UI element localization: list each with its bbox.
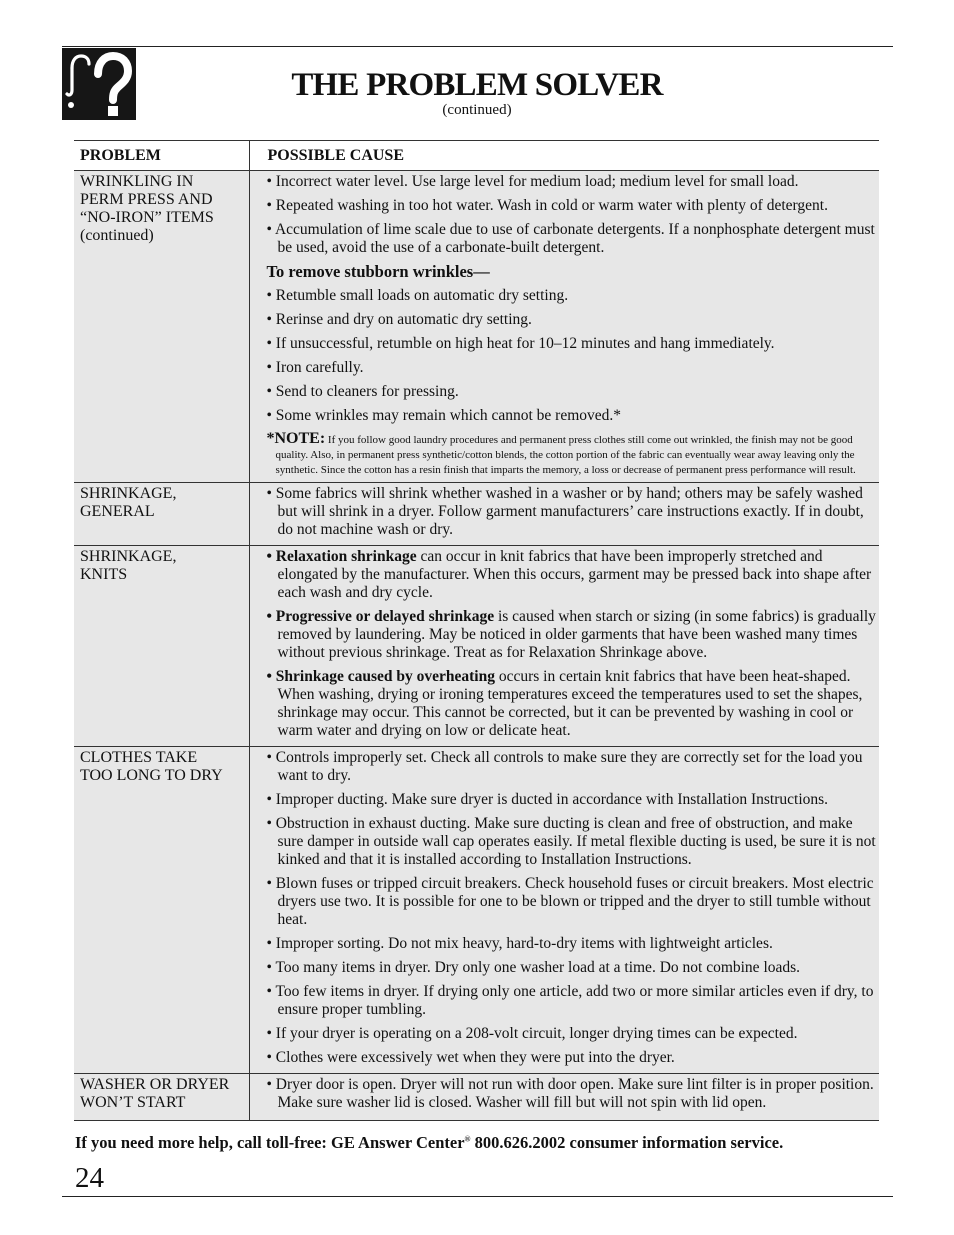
cause-cell [249,171,879,483]
problem-cell [74,483,249,546]
cause-item: • Too few items in dryer. If drying only one article, add two or more similar articles even if dry, to ensure proper tumbling. [266,983,874,1018]
cause-item: • If your dryer is operating on a 208-volt circuit, longer drying times can be expected. [266,1025,798,1042]
problem-line: “NO-IRON” ITEMS [80,209,214,226]
cause-item [267,608,878,662]
problem-line: CLOTHES TAKE [80,749,198,766]
cause-item: • Rerinse and dry on automatic dry setting. [266,311,532,328]
cause-item-lead: • Progressive or delayed shrinkage [266,608,495,625]
problem-line: WON’T START [80,1094,186,1111]
cause-item: • Improper ducting. Make sure dryer is ducted in accordance with Installation Instructions. [266,791,829,808]
cause-item-text: is caused when starch or sizing (in some fabrics) is gradually removed by laundering. May be noticed in older garments that have been washed many times without previous shrinkage. Treat as for Relaxation Shrinkage above. [277,608,876,661]
cause-item: • Obstruction in exhaust ducting. Make sure ducting is clean and free of obstruction, and make sure damper in outside wall cap operates easily. If metal flexible ducting is used, be sure it is not kinked and that it is installed according to Installation Instructions. [266,815,876,868]
note-text: If you follow good laundry procedures and permanent press clothes still come out wrinkled, the finish may not be good quality. Also, in permanent press synthetic/cotton blends, the cotton portion of the fabric can eventually wear away leaving only the synthetic. Since the cotton has a resin finish that imparts the memory, a loss or decrease of permanent press performance will result. [275,434,856,476]
cause-cell [249,483,879,546]
cause-item: • If unsuccessful, retumble on high heat for 10–12 minutes and hang immediately. [266,335,775,352]
cause-item: • Some fabrics will shrink whether washed in a washer or by hand; others may be safely washed but will shrink in a dryer. Follow garment manufacturers’ care instructions exactly. If in doubt, do not machine wash or dry. [266,485,864,538]
note [267,431,878,478]
problem-cell [74,171,249,483]
page-subtitle: (continued) [442,102,512,118]
table-row-wont-start [74,1074,879,1121]
cause-cell [249,546,879,747]
problem-line: WRINKLING IN [80,173,194,190]
table-row-clothes-take-too-long [74,747,879,1074]
problem-line: SHRINKAGE, [80,485,177,502]
page-title: THE PROBLEM SOLVER [291,67,663,103]
table-header-row [74,141,879,171]
cause-cell [249,1074,879,1121]
cause-item-text: occurs in certain knit fabrics that have been heat-shaped. When washing, drying or ironing temperatures exceed the temperatures used to set the shapes, shrinkage may occur. This cannot be corrected, but it can be prevented by washing in cool or warm water and drying on low or delicate heat. [277,668,863,739]
table-row-wrinkling [74,171,879,483]
cause-item: • Send to cleaners for pressing. [266,383,459,400]
table-row-shrinkage-general [74,483,879,546]
cause-item: • Clothes were excessively wet when they were put into the dryer. [266,1049,675,1066]
problem-line: SHRINKAGE, [80,548,177,565]
cause-item-lead: • Relaxation shrinkage [266,548,417,565]
problem-line: TOO LONG TO DRY [80,767,223,784]
cause-item-lead: • Shrinkage caused by overheating [266,668,495,685]
cause-item: • Iron carefully. [266,359,364,376]
cause-item [267,548,878,602]
problem-cell [74,546,249,747]
help-text: If you need more help, call toll-free: GE Answer Center [75,1133,465,1152]
cause-item [267,668,878,740]
problem-line: KNITS [80,566,128,583]
cause-item-text: can occur in knit fabrics that have been improperly stretched and elongated by the manufacturer. When this occurs, garment may be pressed back into shape after each wash and dry cycle. [277,548,872,601]
cause-item: • Blown fuses or tripped circuit breakers. Check household fuses or circuit breakers. Most electric dryers use two. It is possible for one to be blown or tripped and the dryer to still tumble without heat. [266,875,874,928]
problem-solver-table [74,140,879,1121]
registered-mark: ® [464,1134,471,1144]
help-line [75,1133,783,1153]
problem-line: PERM PRESS AND [80,191,213,208]
cause-cell [249,747,879,1074]
column-header-possible-cause: POSSIBLE CAUSE [249,141,879,171]
cause-item: • Some wrinkles may remain which cannot be removed.* [266,407,622,424]
cause-item: • Dryer door is open. Dryer will not run with door open. Make sure lint filter is in proper position. Make sure washer lid is closed. Washer will fill but will not spin with lid open. [266,1076,874,1111]
help-phone-text: 800.626.2002 consumer information service. [470,1133,784,1152]
cause-item: • Controls improperly set. Check all controls to make sure they are correctly set for the load you want to dry. [266,749,863,784]
cause-item: • Repeated washing in too hot water. Wash in cold or warm water with plenty of detergent. [266,197,828,214]
problem-line: WASHER OR DRYER [80,1076,230,1093]
bottom-rule [62,1196,893,1197]
cause-item: • Too many items in dryer. Dry only one washer load at a time. Do not combine loads. [266,959,801,976]
cause-item: • Improper sorting. Do not mix heavy, hard-to-dry items with lightweight articles. [266,935,773,952]
cause-item: • Retumble small loads on automatic dry setting. [266,287,569,304]
cause-subheading: To remove stubborn wrinkles— [266,262,490,281]
table-row-shrinkage-knits [74,546,879,747]
problem-line: (continued) [80,227,154,244]
problem-cell [74,1074,249,1121]
page-number: 24 [75,1162,104,1194]
column-header-problem: PROBLEM [74,141,249,171]
problem-line: GENERAL [80,503,155,520]
problem-cell [74,747,249,1074]
top-rule [62,46,893,47]
cause-item: • Incorrect water level. Use large level for medium load; medium level for small load. [266,173,799,190]
note-label: *NOTE: [266,430,326,447]
cause-item: • Accumulation of lime scale due to use of carbonate detergents. If a nonphosphate detergent must be used, avoid the use of a carbonate-built detergent. [266,221,875,256]
